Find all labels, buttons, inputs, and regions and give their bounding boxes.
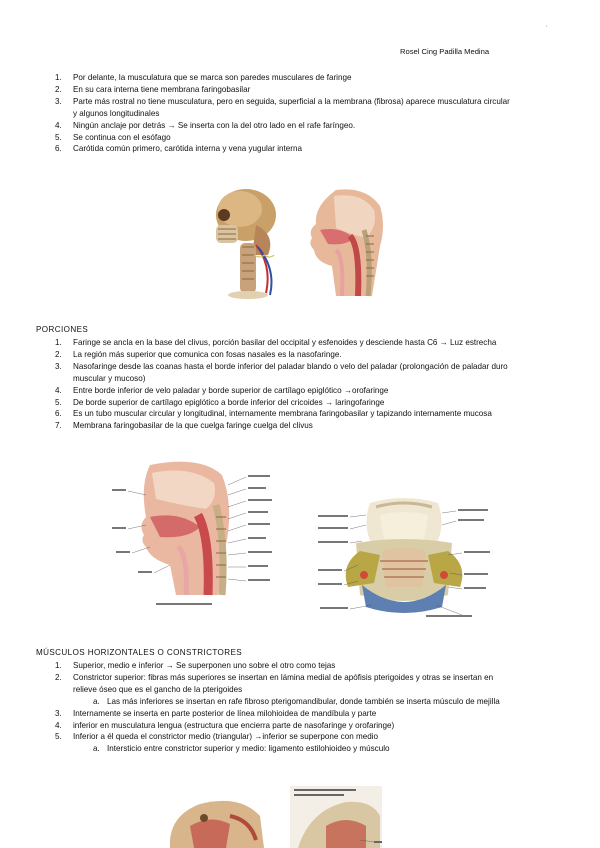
- list-item: y algunos longitudinales: [73, 108, 160, 118]
- list-item: a. Intersticio entre constrictor superior y medio: ligamento estilohioideo y músculo: [93, 744, 390, 754]
- intro-list: [55, 72, 567, 155]
- list-item: 3. Parte más rostral no tiene musculatura, pero en seguida, superficial a la membrana (fibrosa) aparece musculatura circular: [55, 96, 510, 106]
- list-item: relieve óseo que es el gancho de la pterigoides: [73, 684, 243, 694]
- list-item: 5. Inferior a él queda el constrictor medio (triangular) →inferior se superpone con medio: [55, 732, 379, 742]
- list-item: 5. De borde superior de cartílago epiglótico a borde inferior del cricoides → laringofaringe: [55, 397, 385, 407]
- constrictor-detail-illustration: [290, 786, 382, 848]
- sagittal-head-illustration: [306, 186, 388, 298]
- corner-mark: ': [546, 26, 548, 32]
- list-item: 2. Constrictor superior: fibras más superiores se insertan en lámina medial de apófisis pterigoides y otras se insertan en: [55, 672, 494, 682]
- constrictores-list: [55, 660, 567, 755]
- list-item: 1. Faringe se ancla en la base del clivus, porción basilar del occipital y esfenoides y desciende hasta C6 → Luz estrecha: [55, 338, 497, 347]
- section-heading-porciones: PORCIONES: [36, 325, 89, 334]
- skull-base-illustration: [316, 495, 494, 619]
- list-item: 1. Superior, medio e inferior → Se superponen uno sobre el otro como tejas: [55, 661, 336, 670]
- list-item: a. Las más inferiores se insertan en rafe fibroso pterigomandibular, donde también se inserta músculo de mejilla: [93, 696, 500, 706]
- list-item: 4. Entre borde inferior de velo paladar y borde superior de cartílago epiglótico →orofaringe: [55, 385, 389, 395]
- list-item: 2. La región más superior que comunica con fosas nasales es la nasofaringe.: [55, 349, 342, 359]
- section-heading-musculos: MÚSCULOS HORIZONTALES O CONSTRICTORES: [36, 648, 243, 657]
- list-item: 7. Membrana faringobasilar de la que cuelga faringe cuelga del clivus: [55, 421, 313, 431]
- author-name: Rosel Cing Padilla Medina: [400, 47, 490, 56]
- pharynx-sagittal-illustration: [110, 455, 282, 610]
- list-item: 4. Ningún anclaje por detrás → Se inserta con la del otro lado en el rafe faríngeo.: [55, 120, 356, 130]
- list-item: 1. Por delante, la musculatura que se marca son paredes musculares de faringe: [55, 73, 352, 82]
- list-item: 6. Carótida común primero, carótida interna y vena yugular interna: [55, 144, 302, 154]
- head-muscles-illustration: [160, 796, 266, 848]
- list-item: 6. Es un tubo muscular circular y longitudinal, internamente membrana faringobasilar y tapizando internamente mucosa: [55, 409, 492, 419]
- list-item: 2. En su cara interna tiene membrana faringobasilar: [55, 84, 251, 94]
- porciones-list: [55, 337, 570, 432]
- list-item: 4. inferior en musculatura lengua (estructura que encierra parte de nasofaringe y orofaringe): [55, 720, 395, 730]
- list-item: 5. Se continua con el esófago: [55, 132, 171, 142]
- skull-neck-illustration: [206, 185, 298, 300]
- list-item: muscular y mucoso): [73, 373, 146, 383]
- list-item: 3. Nasofaringe desde las coanas hasta el borde inferior del paladar blando o velo del paladar (prolongación de paladar duro: [55, 361, 508, 371]
- list-item: 3. Internamente se inserta en parte posterior de línea milohioidea de mandíbula y parte: [55, 708, 377, 718]
